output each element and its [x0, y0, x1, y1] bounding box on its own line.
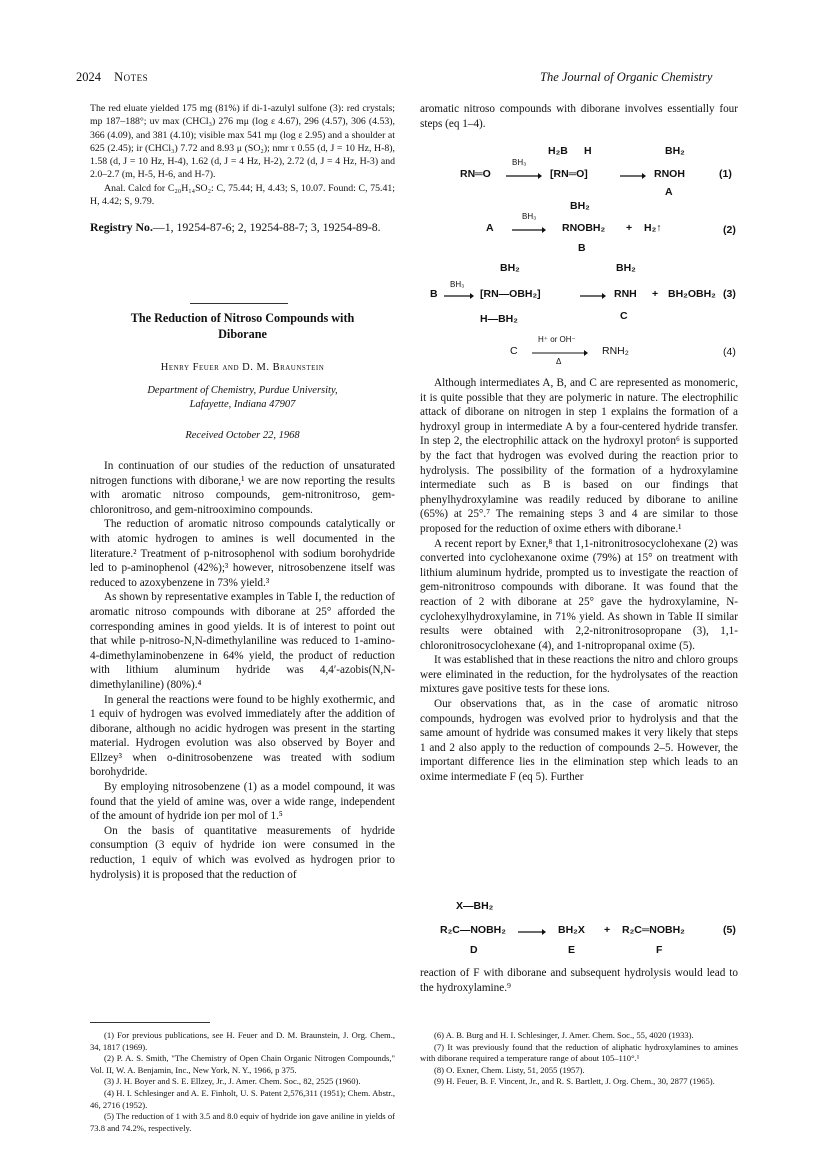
- eq3-plus: +: [652, 288, 659, 300]
- eq1-reagent: BH₃: [512, 158, 527, 167]
- eq5-product-e: BH₂X: [558, 924, 585, 936]
- eq3-label: C: [620, 310, 628, 322]
- eq1-intermediate: [RN═O]: [550, 168, 588, 180]
- eq1-label: A: [665, 186, 673, 198]
- equation-5: [440, 896, 720, 960]
- eq4-number: (4): [723, 346, 736, 358]
- article-title-line1: The Reduction of Nitroso Compounds with: [130, 311, 355, 325]
- eq1-product: RNOH: [654, 168, 685, 180]
- eq5-number: (5): [723, 924, 736, 936]
- footnote: (9) H. Feuer, B. F. Vincent, Jr., and R. S. Bartlett, J. Org. Chem., 30, 2877 (1965).: [434, 1076, 715, 1087]
- body-paragraph: reaction of F with diborane and subsequent hydrolysis would lead to the hydroxylamine.⁹: [420, 967, 738, 994]
- body-paragraph: It was established that in these reactions the nitro and chloro groups were eliminated in the reduction, for the hydrolysates of the reaction mixtures gave positive tests for these ions.: [420, 654, 738, 696]
- body-paragraph: In continuation of our studies of the reduction of unsaturated nitrogen functions with diborane,¹ we are now reporting the results with aromatic nitroso compounds, gem-nitronitroso, gem-chloronitroso, and gem-nitrooximino compounds.: [90, 460, 395, 516]
- body-paragraph: aromatic nitroso compounds with diborane involves essentially four steps (eq 1–4).: [420, 103, 738, 130]
- received-date: Received October 22, 1968: [185, 430, 300, 441]
- eq3-bottom: H—BH₂: [480, 313, 518, 325]
- eq5-label-d: D: [470, 944, 478, 956]
- eq3-reactant: B: [430, 288, 438, 300]
- registry-label: Registry No.: [90, 220, 153, 234]
- footnotes-right: [420, 1030, 738, 1088]
- eq3-arrow-2: [580, 292, 606, 300]
- right-column-closing: [420, 966, 738, 995]
- eq3-reagent: BH₃: [450, 280, 465, 289]
- footnote: (2) P. A. S. Smith, "The Chemistry of Open Chain Organic Nitrogen Compounds," Vol. II, W. A. Benjamin, Inc., New York, N. Y., 1966, p 375.: [90, 1053, 395, 1075]
- footnote: (1) For previous publications, see H. Feuer and D. M. Braunstein, J. Org. Chem., 34, 1817 (1969).: [90, 1030, 395, 1052]
- eq1-top-bh2: H₂B: [548, 145, 568, 157]
- affiliation-line2: Lafayette, Indiana 47907: [189, 399, 296, 410]
- footnotes-left: [90, 1030, 395, 1134]
- eq3-product-top: BH₂: [616, 262, 636, 274]
- running-header-left: [76, 70, 148, 85]
- eq2-number: (2): [723, 224, 736, 236]
- body-paragraph: By employing nitrosobenzene (1) as a model compound, it was found that the yield of amine was, over a wide range, independent of the amount of hydride ion per mol of 1.⁵: [90, 781, 395, 823]
- eq3-intermediate: [RN—OBH₂]: [480, 288, 541, 300]
- equation-2: [486, 200, 726, 260]
- article-separator: [190, 303, 288, 304]
- body-paragraph: Our observations that, as in the case of aromatic nitroso compounds, hydrogen was evolved prior to hydrolysis and that the same amount of hydride was consumed makes it very likely that steps 1 and 2 also apply to the reduction of compounds 2–5. However, the important difference lies in the elimination step which leads to an oxime intermediate F (eq 5). Further: [420, 698, 738, 784]
- eq5-plus: +: [604, 924, 611, 936]
- page-number: 2024: [76, 70, 101, 84]
- footnote-rule: [90, 1022, 210, 1023]
- footnote: (7) It was previously found that the reduction of aliphatic hydroxylamines to amines with diborane required a temperature range of about 105–110°.¹: [420, 1041, 738, 1064]
- eq3-arrow: [444, 292, 474, 300]
- body-paragraph: A recent report by Exner,⁸ that 1,1-nitronitrosocyclohexane (2) was converted into cyclohexanone oxime (79%) at 15° on treatment with lithium aluminum hydride, prompted us to investigate the reaction of gem-nitronitroso compounds with diborane. It was found that the reaction of 2 with diborane at 25° gave the hydroxylamine, N-cyclohexylhydroxylamine, in 71% yield. As shown in Table II similar results were obtained with 2,2-nitronitrosopropane (3), 1,1-chloronitrosocyclohexane (4), and 1-nitropropanal oxime (5).: [420, 537, 738, 652]
- footnote: (5) The reduction of 1 with 3.5 and 8.0 equiv of hydride ion gave aniline in yields of 73.8 and 74.2%, respectively.: [90, 1111, 395, 1133]
- eq2-label: B: [578, 242, 586, 254]
- eq2-reactant: A: [486, 222, 494, 234]
- eq4-product: RNH₂: [602, 345, 629, 357]
- footnote: (4) H. I. Schlesinger and A. E. Finholt, U. S. Patent 2,576,311 (1951); Chem. Abstr., 46, 2716 (1952).: [90, 1087, 395, 1110]
- article-authors: Henry Feuer and D. M. Braunstein: [160, 362, 325, 373]
- left-column-body: [90, 459, 395, 882]
- body-paragraph: In general the reactions were found to be highly exothermic, and 1 equiv of hydrogen was evolved immediately after the addition of diborane, although no acidic hydrogen was present in the starting material. Hydrogen evolution was also observed by Boyer and Ellzey³ when o-dinitrosobenzene was treated with sodium borohydride.: [90, 693, 395, 779]
- footnote: (3) J. H. Boyer and S. E. Ellzey, Jr., J. Amer. Chem. Soc., 82, 2525 (1960).: [104, 1076, 361, 1087]
- eq2-arrow: [512, 226, 546, 234]
- prev-article-paragraph: The red eluate yielded 175 mg (81%) if di-1-azulyl sulfone (3): red crystals; mp 187–188°; uv max (CHCl₃) 276 mμ (log ε 4.67), 296 (4.57), 306 (4.53), 366 (4.09), and 381 (4.10); visible max 541 mμ (log ε 2.95) and a shoulder at 625 (2.45); ir (CHCl₃) 7.72 and 8.93 μ (SO₂); nmr τ 0.55 (d, J = 10 Hz, H-8), 1.58 (d, J = 10 Hz, H-4), 1.62 (d, J = 4 Hz, H-2), 2.72 (d, J = 4 Hz, H-3) and 2.0–2.7 (m, H-5, H-6, and H-7).: [90, 103, 395, 181]
- body-paragraph: As shown by representative examples in Table I, the reduction of aromatic nitroso compounds with diborane at 25° afforded the corresponding amines in good yields. It is of interest to point out that while p-nitroso-N,N-dimethylaniline was reduced to 1-amino-4-dimethylaminobenzene in 64% yield, the product of reduction with lithium aluminum hydride was 4,4′-azobis(N,N-dimethylaniline) (80%).⁴: [90, 591, 395, 691]
- eq1-number: (1): [719, 168, 732, 180]
- equation-4: [510, 335, 710, 365]
- body-paragraph: Although intermediates A, B, and C are represented as monomeric, it is quite possible that they are polymeric in nature. The electrophilic attack of diborane on nitrogen in step 1 explains the formation of a hydroxyl group in intermediate A by a four-centered hydride transfer. In step 2, the electrophilic attack on the hydroxyl proton⁶ is supported by the fact that hydrogen was evolved during the reaction prior to hydrolysis. The possibility of the formation of a hydroxylamine intermediate such as B is based on our findings that phenylhydroxylamine was readily reduced by diborane to aniline (65%) at 25°.⁷ The remaining steps 3 and 4 are similar to those proposed for the reduction of oxime ethers with diborane.¹: [420, 377, 738, 535]
- eq2-hydrogen: H₂↑: [644, 222, 662, 234]
- eq3-top: BH₂: [500, 262, 520, 274]
- eq5-top: X—BH₂: [456, 900, 494, 912]
- registry-text: —1, 19254-87-6; 2, 19254-88-7; 3, 19254-89-8.: [152, 220, 381, 234]
- eq3-number: (3): [723, 288, 736, 300]
- eq1-top-h: H: [584, 145, 592, 157]
- eq5-arrow: [518, 928, 546, 936]
- prev-article-analysis: Anal. Calcd for C₂₀H₁₄SO₂: C, 75.44; H, 4.43; S, 10.07. Found: C, 75.41; H, 4.42; S, 9.79.: [90, 182, 395, 208]
- prev-article-experimental: [90, 102, 395, 208]
- eq5-product-f: R₂C═NOBH₂: [622, 924, 685, 936]
- right-column-body: [420, 376, 738, 785]
- eq5-label-f: F: [656, 944, 663, 956]
- eq2-reagent: BH₃: [522, 212, 537, 221]
- eq5-reactant: R₂C—NOBH₂: [440, 924, 506, 936]
- registry-numbers: [90, 220, 395, 235]
- footnote: (8) O. Exner, Chem. Listy, 51, 2055 (1957).: [434, 1064, 585, 1075]
- article-title-line2: Diborane: [218, 327, 267, 341]
- eq3-product: RNH: [614, 288, 637, 300]
- eq4-reactant: C: [510, 345, 518, 357]
- eq2-product: RNOBH₂: [562, 222, 606, 234]
- eq2-plus: +: [626, 222, 633, 234]
- eq1-arrow-2: [620, 172, 646, 180]
- eq2-top: BH₂: [570, 200, 590, 212]
- footnote: (6) A. B. Burg and H. I. Schlesinger, J. Amer. Chem. Soc., 55, 4020 (1933).: [434, 1030, 694, 1040]
- eq4-reagent: H⁺ or OH⁻: [538, 335, 576, 344]
- affiliation: [90, 384, 395, 412]
- section-label: Notes: [114, 70, 149, 84]
- eq1-arrow: [506, 172, 542, 180]
- equation-3: [430, 258, 730, 330]
- journal-name: The Journal of Organic Chemistry: [540, 70, 713, 84]
- article-title: [90, 310, 395, 342]
- body-paragraph: On the basis of quantitative measurements of hydride consumption (3 equiv of hydride ion were consumed in the reduction, 1 equiv of which was evolved as hydrogen prior to hydrolysis) it is proposed that the reduction of: [90, 824, 395, 881]
- eq5-label-e: E: [568, 944, 576, 956]
- eq3-side-product: BH₂OBH₂: [668, 288, 716, 300]
- equation-1: [460, 142, 740, 202]
- body-paragraph: The reduction of aromatic nitroso compounds catalytically or with atomic hydrogen to amines is well documented in the literature.² Treatment of p-nitrosophenol with sodium borohydride led to p-aminophenol (42%);³ however, nitrosobenzene itself was reduced to azoxybenzene in 73% yield.³: [90, 518, 395, 589]
- eq4-condition: Δ: [556, 357, 562, 366]
- eq1-product-top: BH₂: [665, 145, 685, 157]
- eq1-reactant: RN═O: [460, 168, 491, 180]
- right-column-intro: [420, 102, 738, 131]
- affiliation-line1: Department of Chemistry, Purdue University,: [147, 385, 338, 396]
- eq4-arrow: [532, 349, 588, 357]
